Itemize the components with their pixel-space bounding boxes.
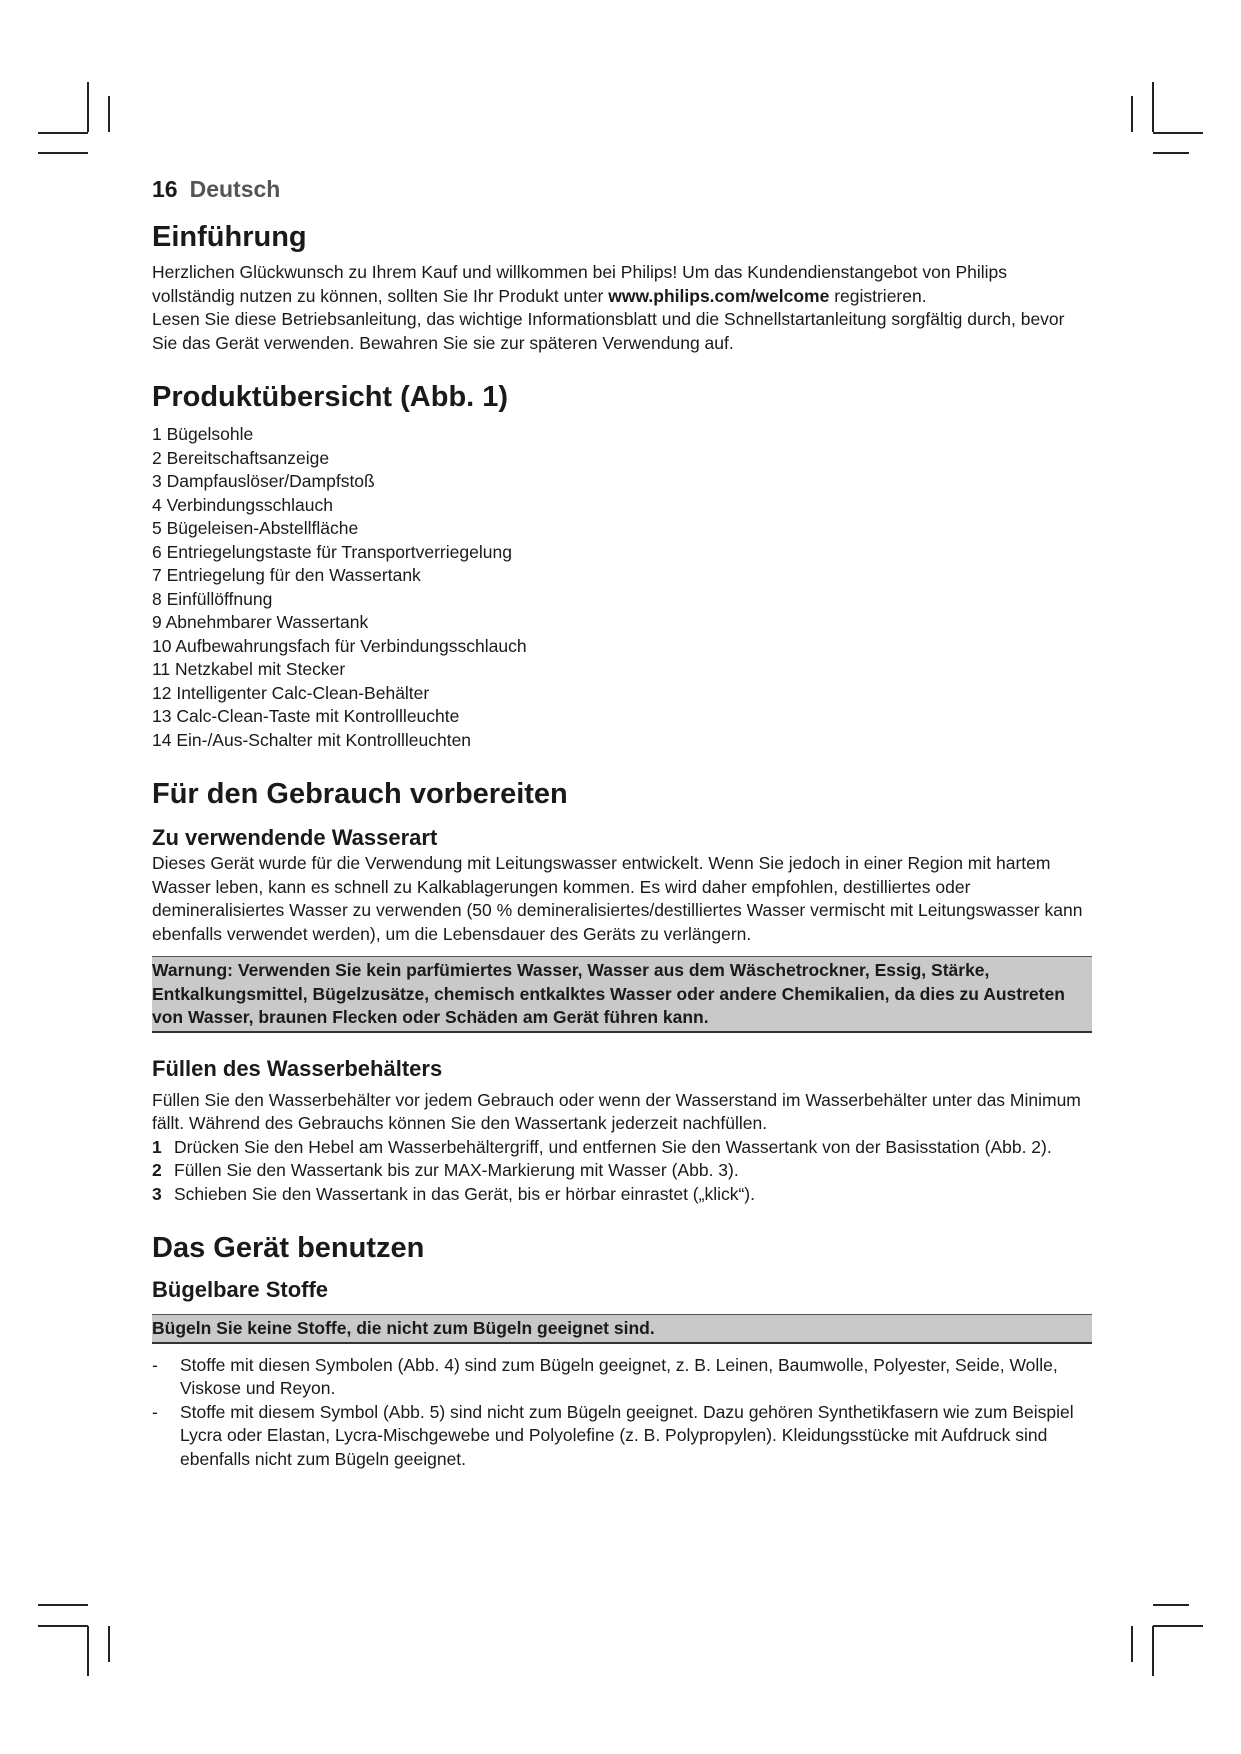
- list-item: 13 Calc-Clean-Taste mit Kontrollleuchte: [152, 706, 460, 726]
- step-item: [152, 1183, 1092, 1207]
- crop-mark: [1153, 1604, 1189, 1606]
- notice-box: Bügeln Sie keine Stoffe, die nicht zum Bügeln geeignet sind.: [152, 1314, 1092, 1344]
- crop-mark: [87, 1626, 89, 1676]
- welcome-url[interactable]: www.philips.com/welcome: [608, 285, 830, 306]
- prepare-section: [152, 776, 1092, 1206]
- step-number: 2: [152, 1160, 162, 1180]
- crop-mark: [1152, 82, 1154, 132]
- intro-paragraph-1: [152, 261, 1092, 308]
- list-item: 4 Verbindungsschlauch: [152, 494, 333, 515]
- step-number: 1: [152, 1136, 162, 1157]
- intro-title: Einführung: [152, 221, 307, 253]
- crop-mark: [38, 1604, 88, 1606]
- crop-mark: [38, 132, 88, 134]
- use-section: [152, 1230, 1092, 1471]
- list-item: 1 Bügelsohle: [152, 424, 254, 444]
- step-text: Drücken Sie den Hebel am Wasserbehältergriff, und entfernen Sie den Wassertank von der Basisstation (Abb. 2).: [174, 1136, 1052, 1157]
- use-title: Das Gerät benutzen: [152, 1232, 425, 1264]
- crop-mark: [1153, 1625, 1203, 1627]
- fabrics-list: [152, 1354, 1092, 1472]
- crop-mark: [1152, 1626, 1154, 1676]
- step-text: Schieben Sie den Wassertank in das Gerät, bis er hörbar einrastet („klick“).: [174, 1183, 755, 1204]
- water-type-text: Dieses Gerät wurde für die Verwendung mit Leitungswasser entwickelt. Wenn Sie jedoch in einer Region mit hartem Wasser leben, kann es schnell zu Kalkablagerungen kommen. Es wird daher empfohlen, destilliertes oder demineralisiertes Wasser zu verwenden (50 % demineralisiertes/destilliertes Wasser vermischt mit Leitungswasser kann ebenfalls verwendet werden), um die Lebensdauer des Geräts zu verlängern.: [152, 853, 1083, 944]
- crop-mark: [1153, 152, 1189, 154]
- page-header: [152, 176, 1092, 203]
- overview-section: [152, 379, 1092, 752]
- list-item: 8 Einfüllöffnung: [152, 588, 273, 609]
- step-text: Füllen Sie den Wassertank bis zur MAX-Markierung mit Wasser (Abb. 3).: [174, 1160, 739, 1180]
- intro-section: [152, 219, 1092, 355]
- crop-mark: [108, 1626, 110, 1662]
- bullet-text: Stoffe mit diesem Symbol (Abb. 5) sind nicht zum Bügeln geeignet. Dazu gehören Synthetikfasern wie zum Beispiel Lycra oder Elastan, Lycra-Mischgewebe und Polyolefine (z. B. Polypropylen). Kleidungsstücke mit Aufdruck sind ebenfalls nicht zum Bügeln geeignet.: [180, 1401, 1074, 1469]
- list-item: 11 Netzkabel mit Stecker: [152, 659, 346, 679]
- list-item: 9 Abnehmbarer Wassertank: [152, 612, 369, 632]
- list-item: 12 Intelligenter Calc-Clean-Behälter: [152, 682, 430, 703]
- water-type-title: Zu verwendende Wasserart: [152, 825, 438, 850]
- list-item: 7 Entriegelung für den Wassertank: [152, 565, 421, 585]
- overview-title: Produktübersicht (Abb. 1): [152, 381, 509, 413]
- crop-mark: [1131, 1626, 1133, 1662]
- bullet-marker: -: [152, 1401, 158, 1422]
- bullet-marker: -: [152, 1354, 158, 1375]
- crop-mark: [38, 152, 88, 154]
- crop-mark: [108, 96, 110, 132]
- list-item: 5 Bügeleisen-Abstellfläche: [152, 518, 359, 538]
- list-item: 14 Ein-/Aus-Schalter mit Kontrollleuchten: [152, 729, 472, 750]
- crop-mark: [38, 1625, 88, 1627]
- list-item: [152, 1401, 1092, 1472]
- manual-page: [152, 176, 1092, 1471]
- page-number: 16: [152, 176, 178, 202]
- intro-paragraph-1-end: registrieren.: [829, 285, 927, 306]
- fill-steps: [152, 1136, 1092, 1207]
- prepare-title: Für den Gebrauch vorbereiten: [152, 778, 568, 810]
- fill-text: Füllen Sie den Wasserbehälter vor jedem Gebrauch oder wenn der Wasserstand im Wasserbehälter unter das Minimum fällt. Während des Gebrauchs können Sie den Wassertank jederzeit nachfüllen.: [152, 1089, 1081, 1133]
- fill-title: Füllen des Wasserbehälters: [152, 1055, 443, 1081]
- page-language: Deutsch: [189, 176, 281, 202]
- intro-paragraph-1-text: Herzlichen Glückwunsch zu Ihrem Kauf und willkommen bei Philips! Um das Kundendienstangebot von Philips vollständig nutzen zu können, sollten Sie Ihr Produkt unter: [152, 262, 1008, 306]
- step-item: [152, 1159, 1092, 1183]
- overview-list: [152, 423, 1092, 752]
- bullet-text: Stoffe mit diesen Symbolen (Abb. 4) sind zum Bügeln geeignet, z. B. Leinen, Baumwolle, Polyester, Seide, Wolle, Viskose und Reyon.: [180, 1354, 1058, 1398]
- crop-mark: [87, 82, 89, 132]
- list-item: 3 Dampfauslöser/Dampfstoß: [152, 471, 375, 491]
- step-item: [152, 1136, 1092, 1160]
- list-item: 6 Entriegelungstaste für Transportverriegelung: [152, 541, 512, 562]
- crop-mark: [1153, 132, 1203, 134]
- crop-mark: [1131, 96, 1133, 132]
- warning-box: Warnung: Verwenden Sie kein parfümiertes Wasser, Wasser aus dem Wäschetrockner, Essig, Stärke, Entkalkungsmittel, Bügelzusätze, chemisch entkalktes Wasser oder andere Chemikalien, da dies zu Austreten von Wasser, braunen Flecken oder Schäden am Gerät führen kann.: [152, 956, 1092, 1033]
- list-item: 2 Bereitschaftsanzeige: [152, 447, 330, 468]
- step-number: 3: [152, 1183, 162, 1204]
- list-item: 10 Aufbewahrungsfach für Verbindungsschlauch: [152, 635, 527, 656]
- fabrics-title: Bügelbare Stoffe: [152, 1277, 329, 1302]
- intro-paragraph-2: Lesen Sie diese Betriebsanleitung, das wichtige Informationsblatt und die Schnellstartanleitung sorgfältig durch, bevor Sie das Gerät verwenden. Bewahren Sie sie zur späteren Verwendung auf.: [152, 309, 1065, 353]
- list-item: [152, 1354, 1092, 1401]
